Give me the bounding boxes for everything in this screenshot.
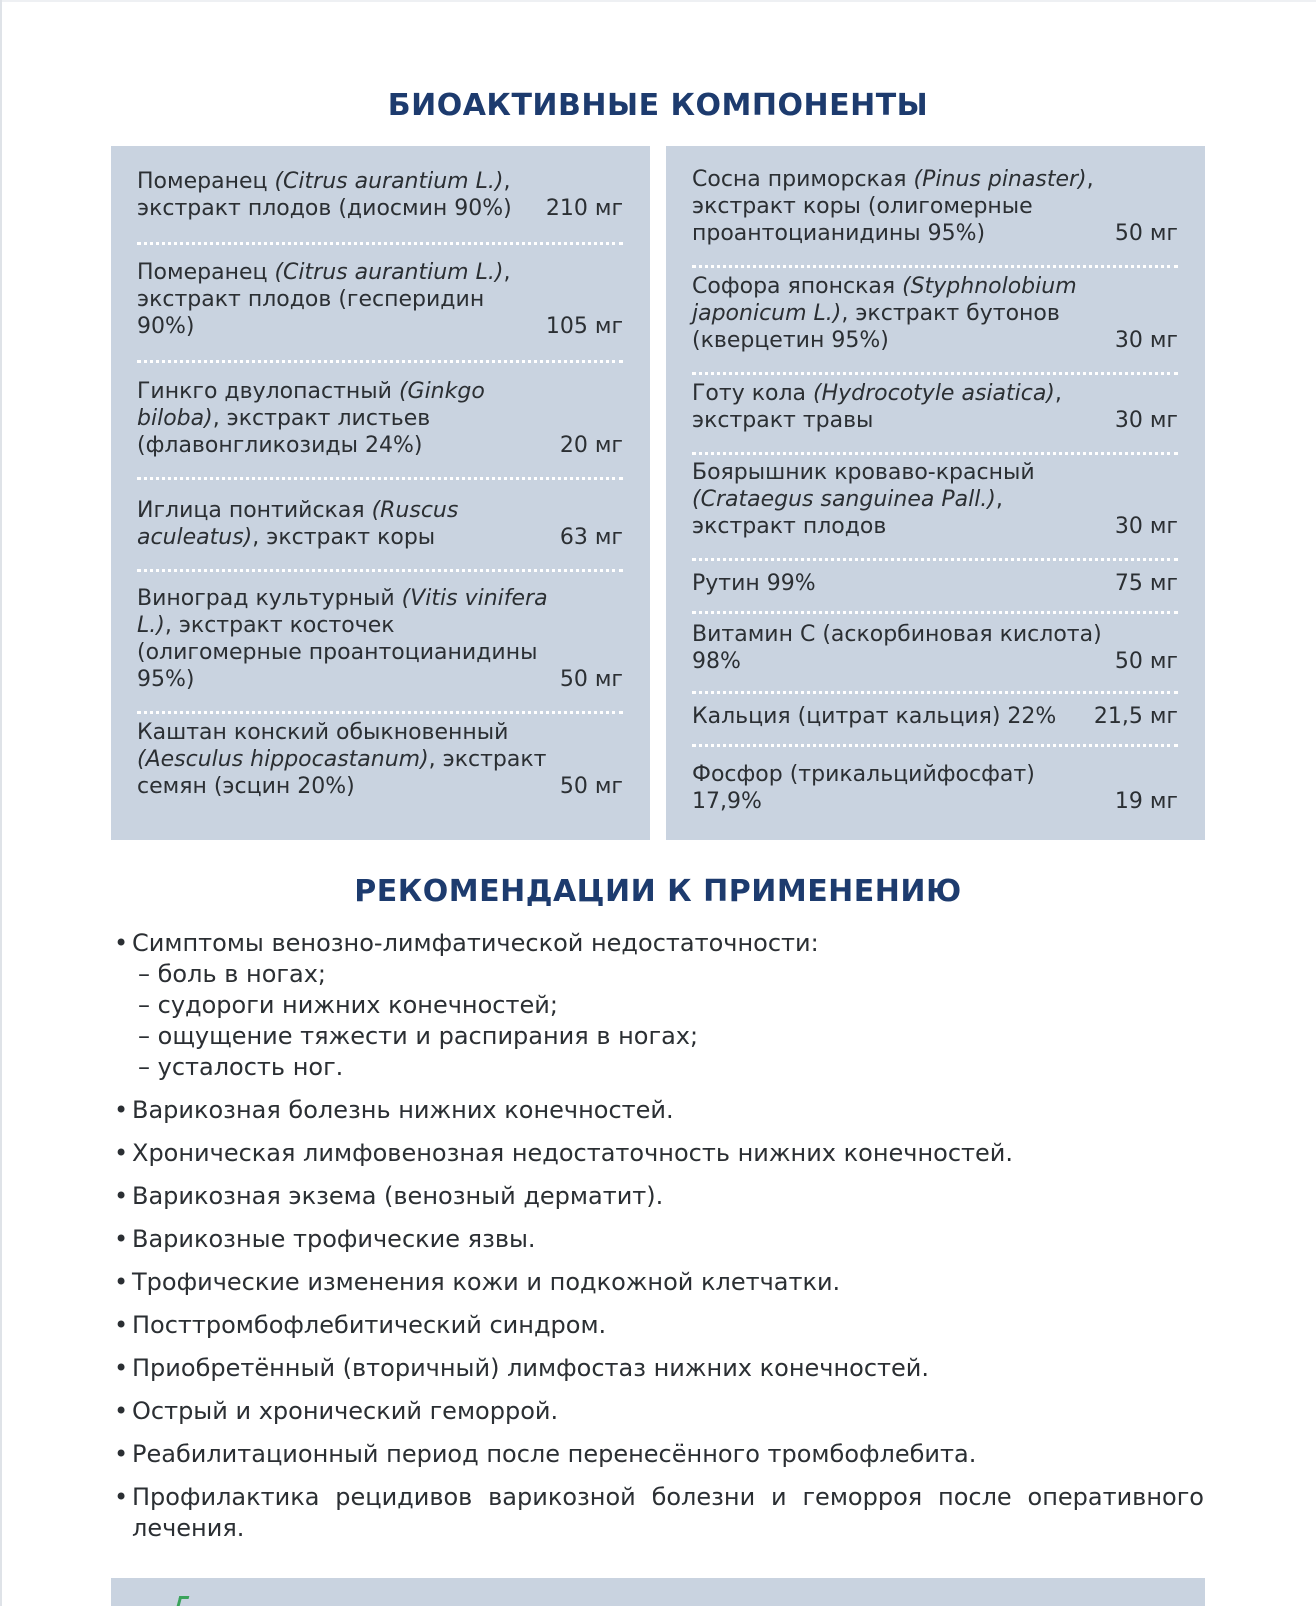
- component-amount: 75 мг: [1114, 571, 1178, 596]
- component-row: [692, 747, 1178, 839]
- component-row: [137, 245, 623, 363]
- recommendation-item: • Варикозные трофические язвы.: [114, 1224, 1204, 1255]
- component-name: Померанец (Citrus aurantium L.), экстракт плодов (диосмин 90%): [137, 169, 512, 221]
- component-name: Виноград культурный (Vitis vinifera L.), экстракт косточек (олигомерные проантоцианидины 95%): [137, 586, 548, 692]
- component-row: [137, 363, 623, 480]
- component-amount: 105 мг: [545, 314, 623, 339]
- component-amount: 20 мг: [559, 433, 623, 458]
- symptom-item: – усталость ног.: [138, 1053, 344, 1081]
- component-row: [692, 268, 1178, 375]
- component-amount: 50 мг: [1114, 221, 1178, 246]
- component-amount: 30 мг: [1114, 408, 1178, 433]
- page-top-edge: [0, 0, 1316, 2]
- component-name: Боярышник кроваво-красный (Crataegus sanguinea Pall.), экстракт плодов: [692, 460, 1035, 539]
- symptom-item: – ощущение тяжести и распирания в ногах;: [138, 1022, 699, 1050]
- footer-bar: [111, 1578, 1205, 1606]
- component-row: [692, 146, 1178, 268]
- page-left-edge: [0, 0, 2, 1606]
- recommendation-item: • Приобретённый (вторичный) лимфостаз нижних конечностей.: [114, 1353, 1204, 1384]
- component-amount: 21,5 мг: [1093, 704, 1178, 729]
- components-panel-left: [111, 146, 650, 840]
- component-row: [692, 455, 1178, 561]
- component-name: Гинкго двулопастный (Ginkgo biloba), экстракт листьев (флавонгликозиды 24%): [137, 379, 485, 458]
- recommendation-item: • Трофические изменения кожи и подкожной клетчатки.: [114, 1267, 1204, 1298]
- components-panel-right: [666, 146, 1205, 840]
- recommendation-item: • Хроническая лимфовенозная недостаточность нижних конечностей.: [114, 1138, 1204, 1169]
- recommendation-item: • Варикозная болезнь нижних конечностей.: [114, 1095, 1204, 1126]
- component-amount: 210 мг: [545, 196, 623, 221]
- component-name: Готу кола (Hydrocotyle asiatica), экстракт травы: [692, 381, 1062, 433]
- component-name: Померанец (Citrus aurantium L.), экстракт плодов (гесперидин 90%): [137, 260, 511, 339]
- component-row: [692, 561, 1178, 614]
- component-row: [692, 375, 1178, 455]
- component-amount: 50 мг: [559, 774, 623, 799]
- component-name: Фосфор (трикальцийфосфат) 17,9%: [692, 762, 1035, 814]
- recommendation-item: • Посттромбофлебитический синдром.: [114, 1310, 1204, 1341]
- component-name: Кальция (цитрат кальция) 22%: [692, 704, 1057, 729]
- component-row: [692, 614, 1178, 694]
- component-amount: 63 мг: [559, 525, 623, 550]
- component-name: Витамин С (аскорбиновая кислота) 98%: [692, 622, 1102, 674]
- component-name: Рутин 99%: [692, 571, 816, 596]
- symptom-item: – боль в ногах;: [138, 960, 326, 988]
- recommendation-text: Симптомы венозно-лимфатической недостаточности:: [132, 929, 819, 957]
- component-row: [137, 146, 623, 245]
- component-amount: 50 мг: [559, 667, 623, 692]
- component-row: [692, 694, 1178, 747]
- component-name: Иглица понтийская (Ruscus aculeatus), экстракт коры: [137, 498, 459, 550]
- recommendation-item: • Варикозная экзема (венозный дерматит).: [114, 1181, 1204, 1212]
- component-row: [137, 714, 623, 824]
- recommendations-list: [114, 928, 1204, 1556]
- recommendations-title: РЕКОМЕНДАЦИИ К ПРИМЕНЕНИЮ: [354, 874, 962, 909]
- component-amount: 30 мг: [1114, 514, 1178, 539]
- component-amount: 50 мг: [1114, 649, 1178, 674]
- symptom-item: – судороги нижних конечностей;: [138, 991, 558, 1019]
- component-amount: 19 мг: [1114, 789, 1178, 814]
- recommendation-item: • Реабилитационный период после перенесённого тромбофлебита.: [114, 1439, 1204, 1470]
- symptoms-list: [132, 959, 1204, 1083]
- component-row: [137, 572, 623, 714]
- recommendation-item: [114, 928, 1204, 1083]
- component-name: Каштан конский обыкновенный (Aesculus hippocastanum), экстракт семян (эсцин 20%): [137, 720, 547, 799]
- component-name: Сосна приморская (Pinus pinaster), экстракт коры (олигомерные проантоцианидины 95%): [692, 167, 1094, 246]
- component-row: [137, 480, 623, 572]
- component-amount: 30 мг: [1114, 328, 1178, 353]
- recommendation-item: • Острый и хронический геморрой.: [114, 1396, 1204, 1427]
- component-name: Софора японская (Styphnolobium japonicum L.), экстракт бутонов (кверцетин 95%): [692, 274, 1077, 353]
- bioactive-components-title: БИОАКТИВНЫЕ КОМПОНЕНТЫ: [387, 88, 929, 123]
- recommendation-item: • Профилактика рецидивов варикозной болезни и геморроя после оперативного лечения.: [114, 1482, 1204, 1544]
